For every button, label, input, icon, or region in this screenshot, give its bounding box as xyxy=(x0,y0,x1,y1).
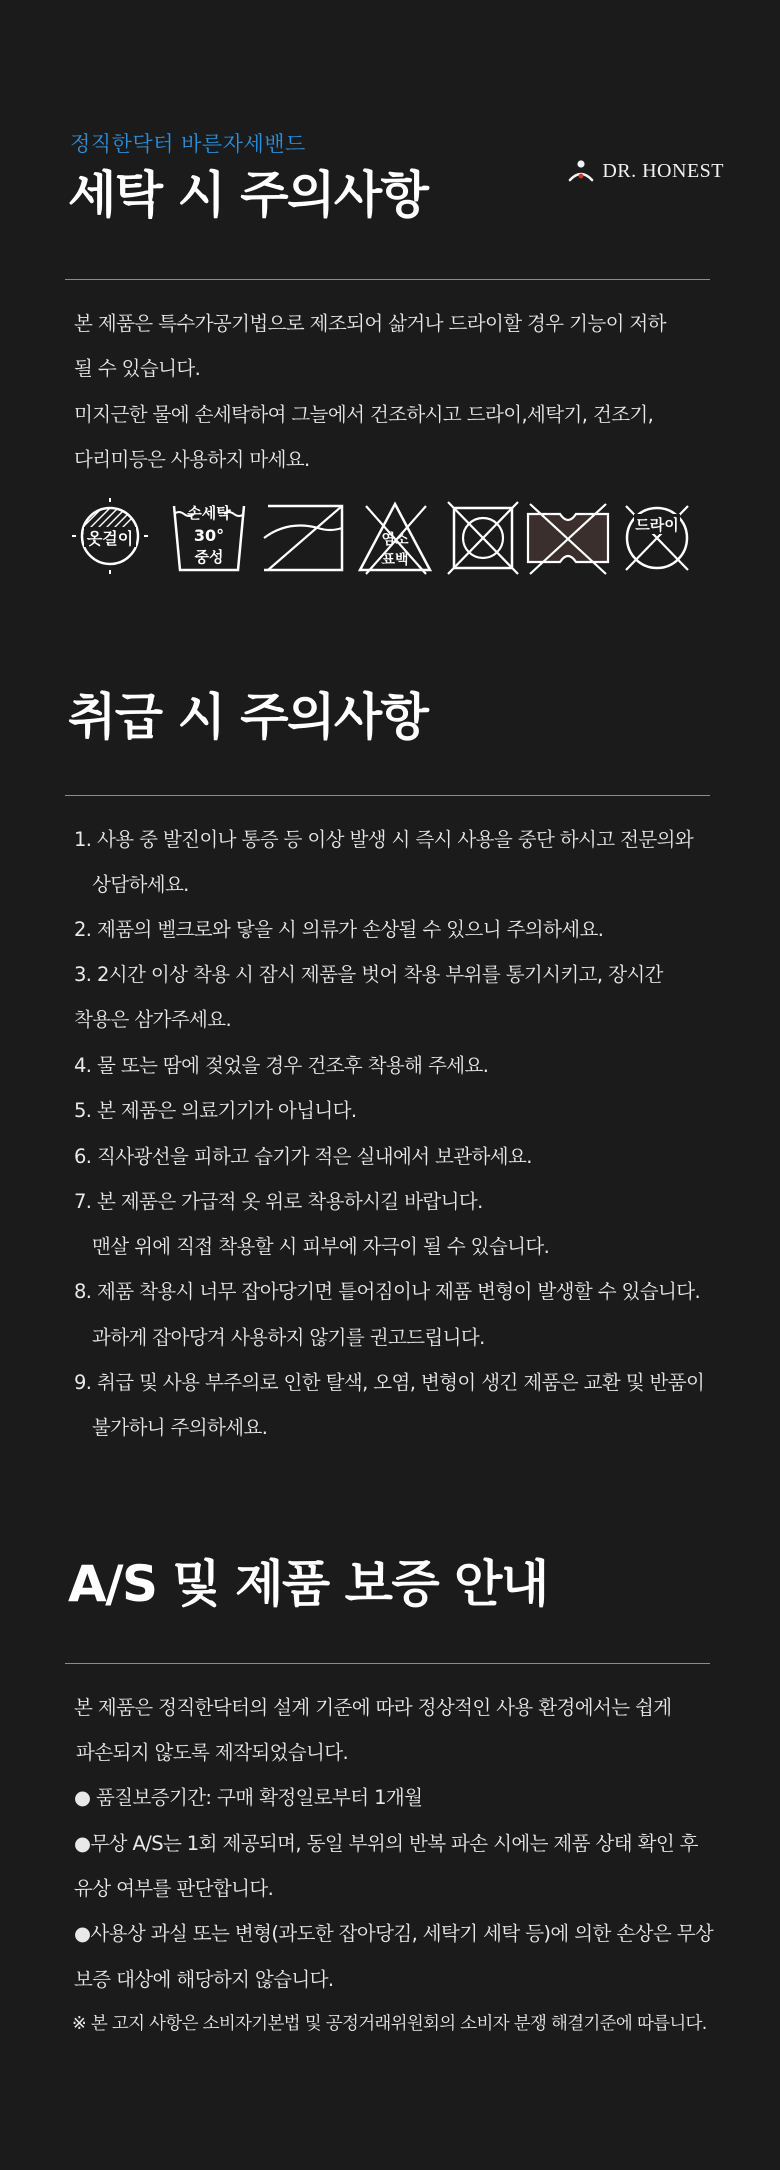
warranty-text-line: ●무상 A/S는 1회 제공되며, 동일 부위의 반복 파손 시에는 제품 상태 확인 후 xyxy=(74,1832,698,1855)
wash-text-line: 될 수 있습니다. xyxy=(74,357,201,380)
handling-text-line: 착용은 삼가주세요. xyxy=(74,1008,232,1031)
no-dry-clean-icon xyxy=(616,498,698,578)
temperature-label: 30° xyxy=(193,526,225,545)
hand-wash-icon xyxy=(168,498,250,578)
handling-text-line: 맨살 위에 직접 착용할 시 피부에 자극이 될 수 있습니다. xyxy=(92,1235,550,1258)
care-symbols-row xyxy=(70,498,700,578)
bleach-label: 표백 xyxy=(381,552,409,568)
hand-wash-label: 손세탁 xyxy=(187,504,231,522)
doctor-logo-icon xyxy=(568,158,594,184)
handling-text-line: 8. 제품 착용시 너무 잡아당기면 틑어짐이나 제품 변형이 발생할 수 있습니다. xyxy=(74,1280,701,1303)
warranty-text-line: ● 품질보증기간: 구매 확정일로부터 1개월 xyxy=(74,1786,423,1809)
wash-text-line: 미지근한 물에 손세탁하여 그늘에서 건조하시고 드라이,세탁기, 건조기, xyxy=(74,403,654,426)
handling-text-line: 상담하세요. xyxy=(92,873,189,896)
product-subtitle: 정직한닥터 바른자세밴드 xyxy=(70,132,306,156)
handling-text-line: 3. 2시간 이상 착용 시 잠시 제품을 벗어 착용 부위를 통기시키고, 장시간 xyxy=(74,963,663,986)
handling-text-line: 6. 직사광선을 피하고 습기가 적은 실내에서 보관하세요. xyxy=(74,1145,532,1168)
handling-text-line: 7. 본 제품은 가급적 옷 위로 착용하시길 바랍니다. xyxy=(74,1190,483,1213)
warranty-text-line: 파손되지 않도록 제작되었습니다. xyxy=(76,1741,349,1764)
handling-text-line: 2. 제품의 벨크로와 닿을 시 의류가 손상될 수 있으니 주의하세요. xyxy=(74,918,604,941)
warranty-text-line: 유상 여부를 판단합니다. xyxy=(74,1877,274,1900)
divider xyxy=(65,1663,710,1664)
handling-text-line: 1. 사용 중 발진이나 통증 등 이상 발생 시 즉시 사용을 중단 하시고 전문의와 xyxy=(74,828,694,851)
divider xyxy=(65,795,710,796)
no-bleach-icon xyxy=(354,498,436,578)
brand-name: DR. HONEST xyxy=(602,159,724,182)
wash-text-line: 다리미등은 사용하지 마세요. xyxy=(74,448,310,471)
warranty-text-line: 보증 대상에 해당하지 않습니다. xyxy=(74,1968,334,1991)
hang-dry-label: 옷걸이 xyxy=(86,529,134,548)
handling-text-line: 9. 취급 및 사용 부주의로 인한 탈색, 오염, 변형이 생긴 제품은 교환 및 반품이 xyxy=(74,1371,705,1394)
brand-logo-group xyxy=(568,158,724,184)
no-iron-icon xyxy=(520,498,616,578)
warranty-notice: ※ 본 고지 사항은 소비자기본법 및 공정거래위원회의 소비자 분쟁 해결기준에 따릅니다. xyxy=(72,2014,707,2034)
no-machine-dry-icon xyxy=(442,498,524,578)
handling-text-line: 과하게 잡아당겨 사용하지 않기를 권고드립니다. xyxy=(92,1326,485,1349)
no-tumble-dry-icon xyxy=(258,498,348,578)
handling-text-line: 5. 본 제품은 의료기기가 아닙니다. xyxy=(74,1099,357,1122)
chlorine-label: 염소 xyxy=(381,532,409,548)
warranty-section-title: A/S 및 제품 보증 안내 xyxy=(68,1555,548,1613)
neutral-detergent-label: 중성 xyxy=(194,548,224,566)
handling-text-line: 불가하니 주의하세요. xyxy=(92,1416,268,1439)
wash-text-line: 본 제품은 특수가공기법으로 제조되어 삶거나 드라이할 경우 기능이 저하 xyxy=(74,312,666,335)
handling-text-line: 4. 물 또는 땀에 젖었을 경우 건조후 착용해 주세요. xyxy=(74,1054,489,1077)
wash-section-title: 세탁 시 주의사항 xyxy=(68,166,428,224)
warranty-text-line: 본 제품은 정직한닥터의 설계 기준에 따라 정상적인 사용 환경에서는 쉽게 xyxy=(74,1696,672,1719)
hang-dry-icon xyxy=(70,498,152,578)
handling-section-title: 취급 시 주의사항 xyxy=(68,688,428,746)
divider xyxy=(65,279,710,280)
warranty-text-line: ●사용상 과실 또는 변형(과도한 잡아당김, 세탁기 세탁 등)에 의한 손상은 무상 xyxy=(74,1922,714,1945)
dry-clean-label: 드라이 xyxy=(635,516,679,534)
